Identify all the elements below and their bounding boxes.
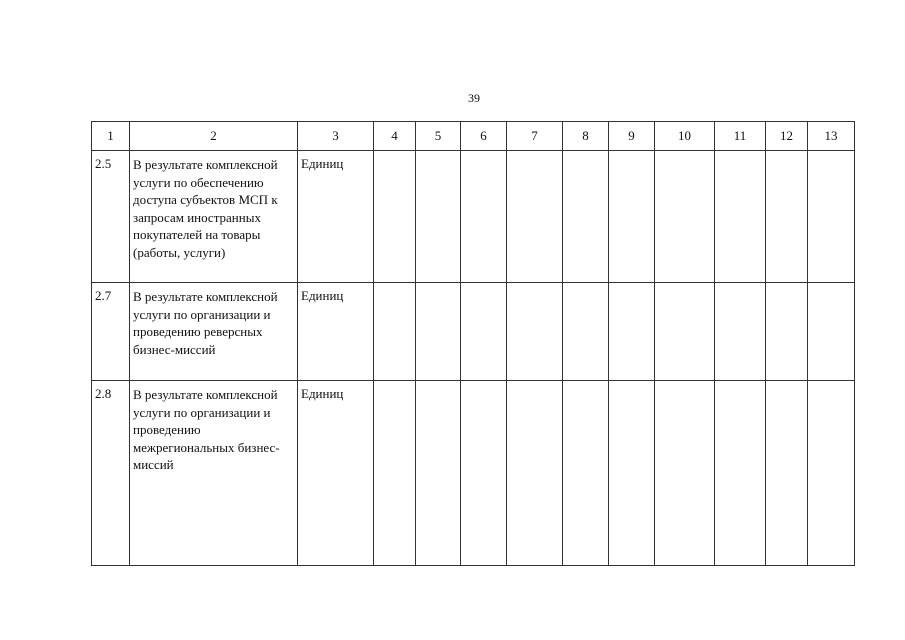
- row-unit: Единиц: [298, 381, 374, 566]
- empty-cell: [461, 381, 507, 566]
- empty-cell: [715, 151, 766, 283]
- column-header-10: 10: [655, 122, 715, 151]
- column-header-13: 13: [808, 122, 855, 151]
- empty-cell: [655, 381, 715, 566]
- row-description: В результате комплексной услуги по организации и проведению межрегиональных бизнес-миссий: [130, 381, 298, 566]
- empty-cell: [416, 283, 461, 381]
- empty-cell: [507, 381, 563, 566]
- column-header-5: 5: [416, 122, 461, 151]
- column-header-11: 11: [715, 122, 766, 151]
- column-header-6: 6: [461, 122, 507, 151]
- empty-cell: [808, 151, 855, 283]
- column-header-8: 8: [563, 122, 609, 151]
- column-header-2: 2: [130, 122, 298, 151]
- empty-cell: [655, 151, 715, 283]
- empty-cell: [715, 381, 766, 566]
- empty-cell: [766, 151, 808, 283]
- page-number: 39: [468, 91, 480, 105]
- empty-cell: [507, 283, 563, 381]
- row-description: В результате комплексной услуги по обеспечению доступа субъектов МСП к запросам иностранных покупателей на товары (работы, услуги): [130, 151, 298, 283]
- table-row: [92, 283, 855, 381]
- column-header-7: 7: [507, 122, 563, 151]
- column-header-9: 9: [609, 122, 655, 151]
- empty-cell: [563, 381, 609, 566]
- empty-cell: [609, 283, 655, 381]
- row-unit: Единиц: [298, 151, 374, 283]
- empty-cell: [416, 381, 461, 566]
- empty-cell: [766, 283, 808, 381]
- empty-cell: [808, 283, 855, 381]
- empty-cell: [766, 381, 808, 566]
- column-header-1: 1: [92, 122, 130, 151]
- empty-cell: [655, 283, 715, 381]
- empty-cell: [715, 283, 766, 381]
- empty-cell: [563, 151, 609, 283]
- column-header-4: 4: [374, 122, 416, 151]
- empty-cell: [808, 381, 855, 566]
- column-header-3: 3: [298, 122, 374, 151]
- empty-cell: [374, 381, 416, 566]
- empty-cell: [609, 381, 655, 566]
- empty-cell: [416, 151, 461, 283]
- empty-cell: [609, 151, 655, 283]
- empty-cell: [461, 283, 507, 381]
- empty-cell: [374, 151, 416, 283]
- row-unit: Единиц: [298, 283, 374, 381]
- row-number: 2.5: [92, 151, 130, 283]
- empty-cell: [563, 283, 609, 381]
- empty-cell: [507, 151, 563, 283]
- row-number: 2.8: [92, 381, 130, 566]
- column-header-12: 12: [766, 122, 808, 151]
- table-row: [92, 151, 855, 283]
- header-row: [92, 122, 855, 151]
- empty-cell: [461, 151, 507, 283]
- table-row: [92, 381, 855, 566]
- empty-cell: [374, 283, 416, 381]
- data-table: [91, 121, 855, 566]
- row-number: 2.7: [92, 283, 130, 381]
- row-description: В результате комплексной услуги по организации и проведению реверсных бизнес-миссий: [130, 283, 298, 381]
